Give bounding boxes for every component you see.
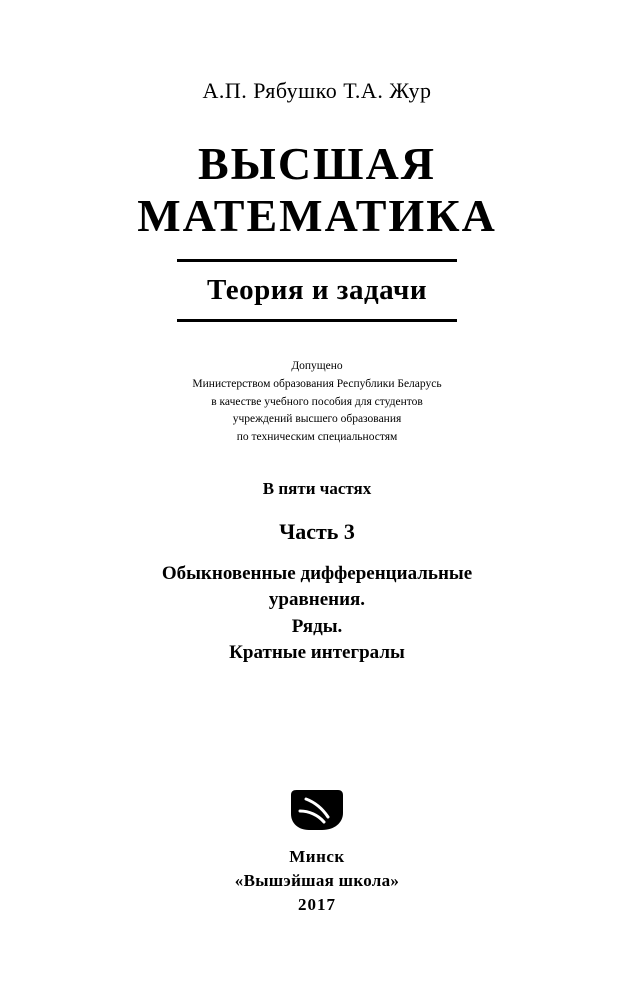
approval-line-1: Допущено (291, 360, 343, 373)
approval-statement (192, 358, 441, 447)
divider-top (177, 259, 457, 262)
approval-line-2: Министерством образования Республики Беларусь (192, 377, 442, 390)
approval-line-5: по техническим специальностям (236, 431, 398, 444)
part-topic-line-3: Ряды. (291, 615, 343, 637)
publisher-city: Минск (289, 847, 345, 866)
approval-line-4: учреждений высшего образования (232, 413, 402, 426)
book-title (137, 138, 497, 241)
part-topic-line-4: Кратные интегралы (229, 641, 405, 663)
publication-year: 2017 (297, 895, 336, 914)
publisher-leaf-logo (289, 789, 345, 831)
parts-note: В пяти частях (262, 479, 372, 499)
book-subtitle: Теория и задачи (206, 274, 428, 307)
book-title-line-1: ВЫСШАЯ (197, 138, 437, 189)
book-title-line-2: МАТЕМАТИКА (137, 189, 497, 241)
approval-line-3: в качестве учебного пособия для студентов (211, 395, 423, 408)
part-topic-line-1: Обыкновенные дифференциальные (161, 563, 473, 585)
divider-bottom (177, 319, 457, 322)
authors-line: А.П. Рябушко Т.А. Жур (202, 78, 432, 103)
publisher-name: «Вышэйшая школа» (234, 871, 400, 890)
part-topics (162, 561, 472, 666)
part-topic-line-2: уравнения. (268, 589, 366, 611)
publisher-block (235, 789, 399, 915)
part-number: Часть 3 (279, 519, 355, 545)
